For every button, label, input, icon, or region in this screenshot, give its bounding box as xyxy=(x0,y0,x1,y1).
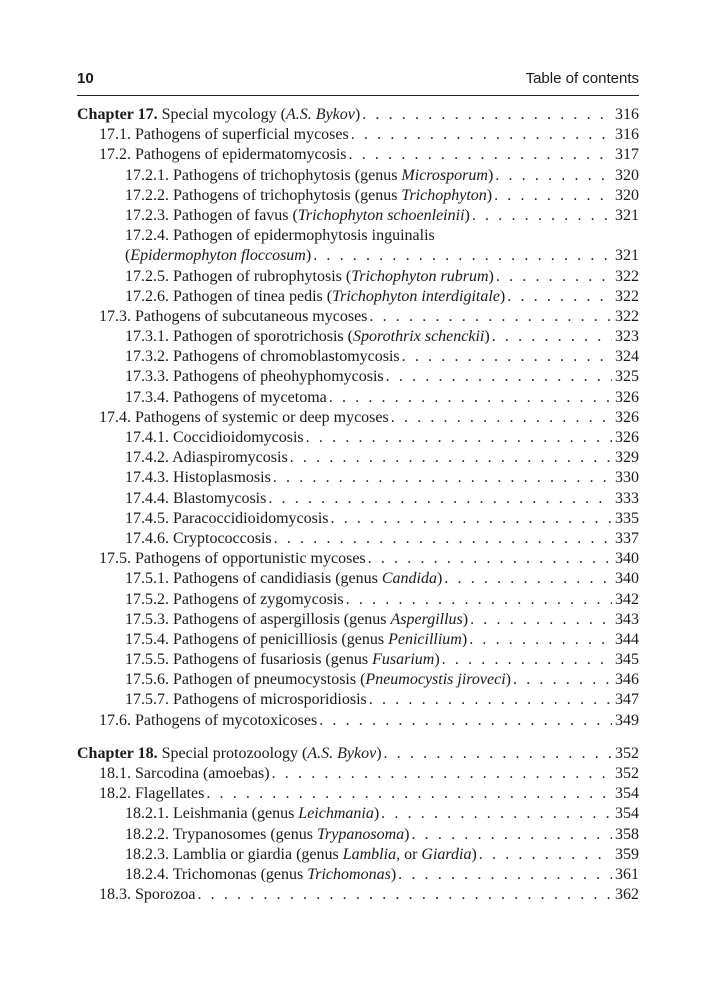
dot-leader xyxy=(369,307,612,327)
dot-leader xyxy=(470,610,612,630)
toc-page-number: 337 xyxy=(615,529,639,547)
toc-entry[interactable] xyxy=(77,287,639,307)
toc-entry[interactable] xyxy=(77,650,639,670)
toc-entry-line1[interactable] xyxy=(77,226,639,246)
toc-entry-text: 18.2.4. Trichomonas (genus Trichomonas) xyxy=(125,865,397,883)
toc-page-number: 347 xyxy=(615,691,639,709)
toc-entry[interactable] xyxy=(77,145,639,165)
toc-entry-text: 18.2.2. Trypanosomes (genus Trypanosoma) xyxy=(125,825,410,843)
toc-entry[interactable] xyxy=(77,711,639,731)
toc-entry-text: 17.5.5. Pathogens of fusariosis (genus Fusarium) xyxy=(125,651,440,669)
toc-page-number: 344 xyxy=(615,630,639,648)
toc-entry-text: 17.4.6. Cryptococcosis xyxy=(125,529,272,547)
dot-leader xyxy=(362,105,612,125)
toc-page-number: 329 xyxy=(615,449,639,467)
toc-entry-text: 17.5.6. Pathogen of pneumocystosis (Pneumocystis jiroveci) xyxy=(125,671,511,689)
toc-page-number: 323 xyxy=(615,328,639,346)
toc-entry[interactable] xyxy=(77,347,639,367)
dot-leader xyxy=(442,650,612,670)
toc-entry-text: (Epidermophyton floccosum) xyxy=(125,247,312,265)
toc-entry[interactable] xyxy=(77,529,639,549)
dot-leader xyxy=(368,549,612,569)
toc-entry-text: 17.4.3. Histoplasmosis xyxy=(125,469,271,487)
toc-entry-text: 17.5.2. Pathogens of zygomycosis xyxy=(125,590,344,608)
dot-leader xyxy=(411,825,612,845)
dot-leader xyxy=(349,145,612,165)
toc-entry-text: 17.1. Pathogens of superficial mycoses xyxy=(99,126,349,144)
toc-entry[interactable] xyxy=(77,166,639,186)
toc-entry[interactable] xyxy=(77,428,639,448)
page-number: 10 xyxy=(77,70,94,87)
toc-entry-text: 17.2. Pathogens of epidermatomycosis xyxy=(99,146,347,164)
toc-page-number: 321 xyxy=(615,247,639,265)
toc-entry[interactable] xyxy=(77,784,639,804)
toc-entry-text: 18.2. Flagellates xyxy=(99,785,205,803)
dot-leader xyxy=(268,489,612,509)
dot-leader xyxy=(495,166,612,186)
toc-entry-text: 17.3.3. Pathogens of pheohyphomycosis xyxy=(125,368,384,386)
toc-entry[interactable] xyxy=(77,670,639,690)
dot-leader xyxy=(492,327,612,347)
toc-page-number: 317 xyxy=(615,146,639,164)
toc-page-number: 321 xyxy=(615,206,639,224)
toc-entry-text: 18.1. Sarcodina (amoebas) xyxy=(99,765,270,782)
toc-entry[interactable] xyxy=(77,509,639,529)
dot-leader xyxy=(206,784,612,804)
toc-chapter-18[interactable] xyxy=(77,744,639,764)
toc-entry[interactable] xyxy=(77,825,639,845)
toc-entry[interactable] xyxy=(77,630,639,650)
table-of-contents xyxy=(77,105,639,905)
toc-entry-text: 17.3.4. Pathogens of mycetoma xyxy=(125,388,327,406)
toc-entry-text: 17.2.5. Pathogen of rubrophytosis (Trichophyton rubrum) xyxy=(125,267,494,285)
toc-entry-text: 17.5.3. Pathogens of aspergillosis (genus Aspergillus) xyxy=(125,610,469,628)
toc-entry[interactable] xyxy=(77,845,639,865)
toc-page-number: 333 xyxy=(615,489,639,507)
running-header xyxy=(77,70,639,92)
toc-page-number: 349 xyxy=(615,711,639,729)
toc-page-number: 335 xyxy=(615,509,639,527)
toc-entry-text: Chapter 17. Special mycology (A.S. Bykov) xyxy=(77,106,361,123)
toc-page-number: 354 xyxy=(615,785,639,803)
toc-entry-text: 17.2.3. Pathogen of favus (Trichophyton schoenleinii) xyxy=(125,206,470,224)
toc-page-number: 326 xyxy=(615,388,639,406)
toc-page-number: 352 xyxy=(615,744,639,762)
toc-page-number: 320 xyxy=(615,186,639,204)
toc-entry[interactable] xyxy=(77,327,639,347)
toc-page-number: 340 xyxy=(615,550,639,568)
toc-entry-text: 17.2.4. Pathogen of epidermophytosis inguinalis xyxy=(125,227,435,245)
toc-entry[interactable] xyxy=(77,468,639,488)
toc-entry[interactable] xyxy=(77,307,639,327)
toc-entry[interactable] xyxy=(77,590,639,610)
chapter-label: Chapter 17. xyxy=(77,106,158,123)
toc-entry[interactable] xyxy=(77,690,639,710)
dot-leader xyxy=(381,804,612,824)
dot-leader xyxy=(479,845,612,865)
dot-leader xyxy=(444,569,612,589)
toc-entry[interactable] xyxy=(77,186,639,206)
toc-page-number: 325 xyxy=(615,368,639,386)
toc-page-number: 361 xyxy=(615,865,639,883)
toc-entry-text: 17.5.1. Pathogens of candidiasis (genus Candida) xyxy=(125,570,443,588)
toc-entry[interactable] xyxy=(77,549,639,569)
toc-page-number: 343 xyxy=(615,610,639,628)
dot-leader xyxy=(507,287,612,307)
toc-entry-text: 17.2.1. Pathogens of trichophytosis (genus Microsporum) xyxy=(125,166,494,184)
toc-entry[interactable] xyxy=(77,206,639,226)
toc-entry-text: 17.5. Pathogens of opportunistic mycoses xyxy=(99,550,366,568)
dot-leader xyxy=(331,509,612,529)
dot-leader xyxy=(346,590,612,610)
toc-entry[interactable] xyxy=(77,489,639,509)
dot-leader xyxy=(197,885,612,905)
dot-leader xyxy=(272,764,612,784)
chapter-author: A.S. Bykov xyxy=(307,744,377,762)
chapter-author: A.S. Bykov xyxy=(286,106,355,123)
toc-entry[interactable] xyxy=(77,865,639,885)
toc-page-number: 320 xyxy=(615,166,639,184)
toc-entry[interactable] xyxy=(77,388,639,408)
toc-entry-text: 17.3.2. Pathogens of chromoblastomycosis xyxy=(125,348,400,366)
toc-page-number: 326 xyxy=(615,408,639,426)
toc-entry-text: 17.5.4. Pathogens of penicilliosis (genus Penicillium) xyxy=(125,630,468,648)
dot-leader xyxy=(273,468,612,488)
dot-leader xyxy=(313,246,612,266)
toc-entry-text: 17.3. Pathogens of subcutaneous mycoses xyxy=(99,307,368,325)
toc-page-number: 358 xyxy=(615,825,639,843)
toc-entry-text: 17.3.1. Pathogen of sporotrichosis (Sporothrix schenckii) xyxy=(125,328,490,346)
dot-leader xyxy=(290,448,612,468)
toc-entry-text: 17.4.1. Coccidioidomycosis xyxy=(125,429,304,446)
toc-entry[interactable] xyxy=(77,448,639,468)
toc-entry-text: 17.5.7. Pathogens of microsporidiosis xyxy=(125,691,367,709)
dot-leader xyxy=(398,865,612,885)
dot-leader xyxy=(369,690,612,710)
dot-leader xyxy=(494,186,612,206)
chapter-label: Chapter 18. xyxy=(77,744,158,762)
toc-page-number: 345 xyxy=(615,651,639,669)
dot-leader xyxy=(274,529,612,549)
dot-leader xyxy=(513,670,612,690)
toc-page-number: 322 xyxy=(615,307,639,325)
toc-chapter-17[interactable] xyxy=(77,105,639,125)
toc-entry[interactable] xyxy=(77,267,639,287)
chapter-spacer xyxy=(77,731,639,744)
toc-page-number: 322 xyxy=(615,267,639,285)
toc-page-number: 316 xyxy=(615,126,639,144)
dot-leader xyxy=(384,744,612,764)
toc-page-number: 322 xyxy=(615,287,639,305)
toc-page-number: 362 xyxy=(615,886,639,904)
toc-entry-text: 17.2.6. Pathogen of tinea pedis (Trichophyton interdigitale) xyxy=(125,287,506,305)
toc-entry-text: 17.2.2. Pathogens of trichophytosis (genus Trichophyton) xyxy=(125,186,493,204)
toc-entry-text: 18.2.1. Leishmania (genus Leichmania) xyxy=(125,805,380,823)
toc-page-number: 330 xyxy=(615,469,639,487)
toc-entry[interactable] xyxy=(77,408,639,428)
toc-page-number: 324 xyxy=(615,348,639,366)
dot-leader xyxy=(319,711,612,731)
toc-page-number: 342 xyxy=(615,590,639,608)
toc-entry-text: Chapter 18. Special protozoology (A.S. Bykov) xyxy=(77,744,382,762)
dot-leader xyxy=(472,206,612,226)
toc-entry-text: 17.4.5. Paracoccidioidomycosis xyxy=(125,509,329,527)
dot-leader xyxy=(391,408,612,428)
dot-leader xyxy=(306,428,612,448)
dot-leader xyxy=(469,630,612,650)
toc-page-number: 354 xyxy=(615,805,639,823)
toc-entry[interactable] xyxy=(77,125,639,145)
dot-leader xyxy=(402,347,612,367)
toc-entry-text: 18.2.3. Lamblia or giardia (genus Lamblia, or Giardia) xyxy=(125,845,477,863)
header-rule xyxy=(77,95,639,96)
toc-entry-text: 17.4. Pathogens of systemic or deep mycoses xyxy=(99,408,389,426)
toc-entry-text: 17.6. Pathogens of mycotoxicoses xyxy=(99,711,318,729)
toc-entry-text: 18.3. Sporozoa xyxy=(99,886,196,904)
dot-leader xyxy=(351,125,612,145)
dot-leader xyxy=(386,367,612,387)
toc-page-number: 340 xyxy=(615,570,639,588)
toc-entry[interactable] xyxy=(77,610,639,630)
toc-entry[interactable] xyxy=(77,367,639,387)
dot-leader xyxy=(329,388,612,408)
toc-entry-text: 17.4.2. Adiaspiromycosis xyxy=(125,449,288,467)
toc-entry[interactable] xyxy=(77,885,639,905)
dot-leader xyxy=(496,267,612,287)
toc-entry-line2[interactable] xyxy=(77,246,639,266)
toc-page-number: 316 xyxy=(615,106,639,123)
running-title: Table of contents xyxy=(525,70,639,87)
toc-page-number: 352 xyxy=(615,765,639,782)
toc-entry[interactable] xyxy=(77,764,639,784)
toc-entry[interactable] xyxy=(77,804,639,824)
toc-page-number: 346 xyxy=(615,671,639,689)
toc-entry[interactable] xyxy=(77,569,639,589)
toc-page-number: 326 xyxy=(615,429,639,446)
toc-entry-text: 17.4.4. Blastomycosis xyxy=(125,489,267,507)
toc-page-number: 359 xyxy=(615,845,639,863)
